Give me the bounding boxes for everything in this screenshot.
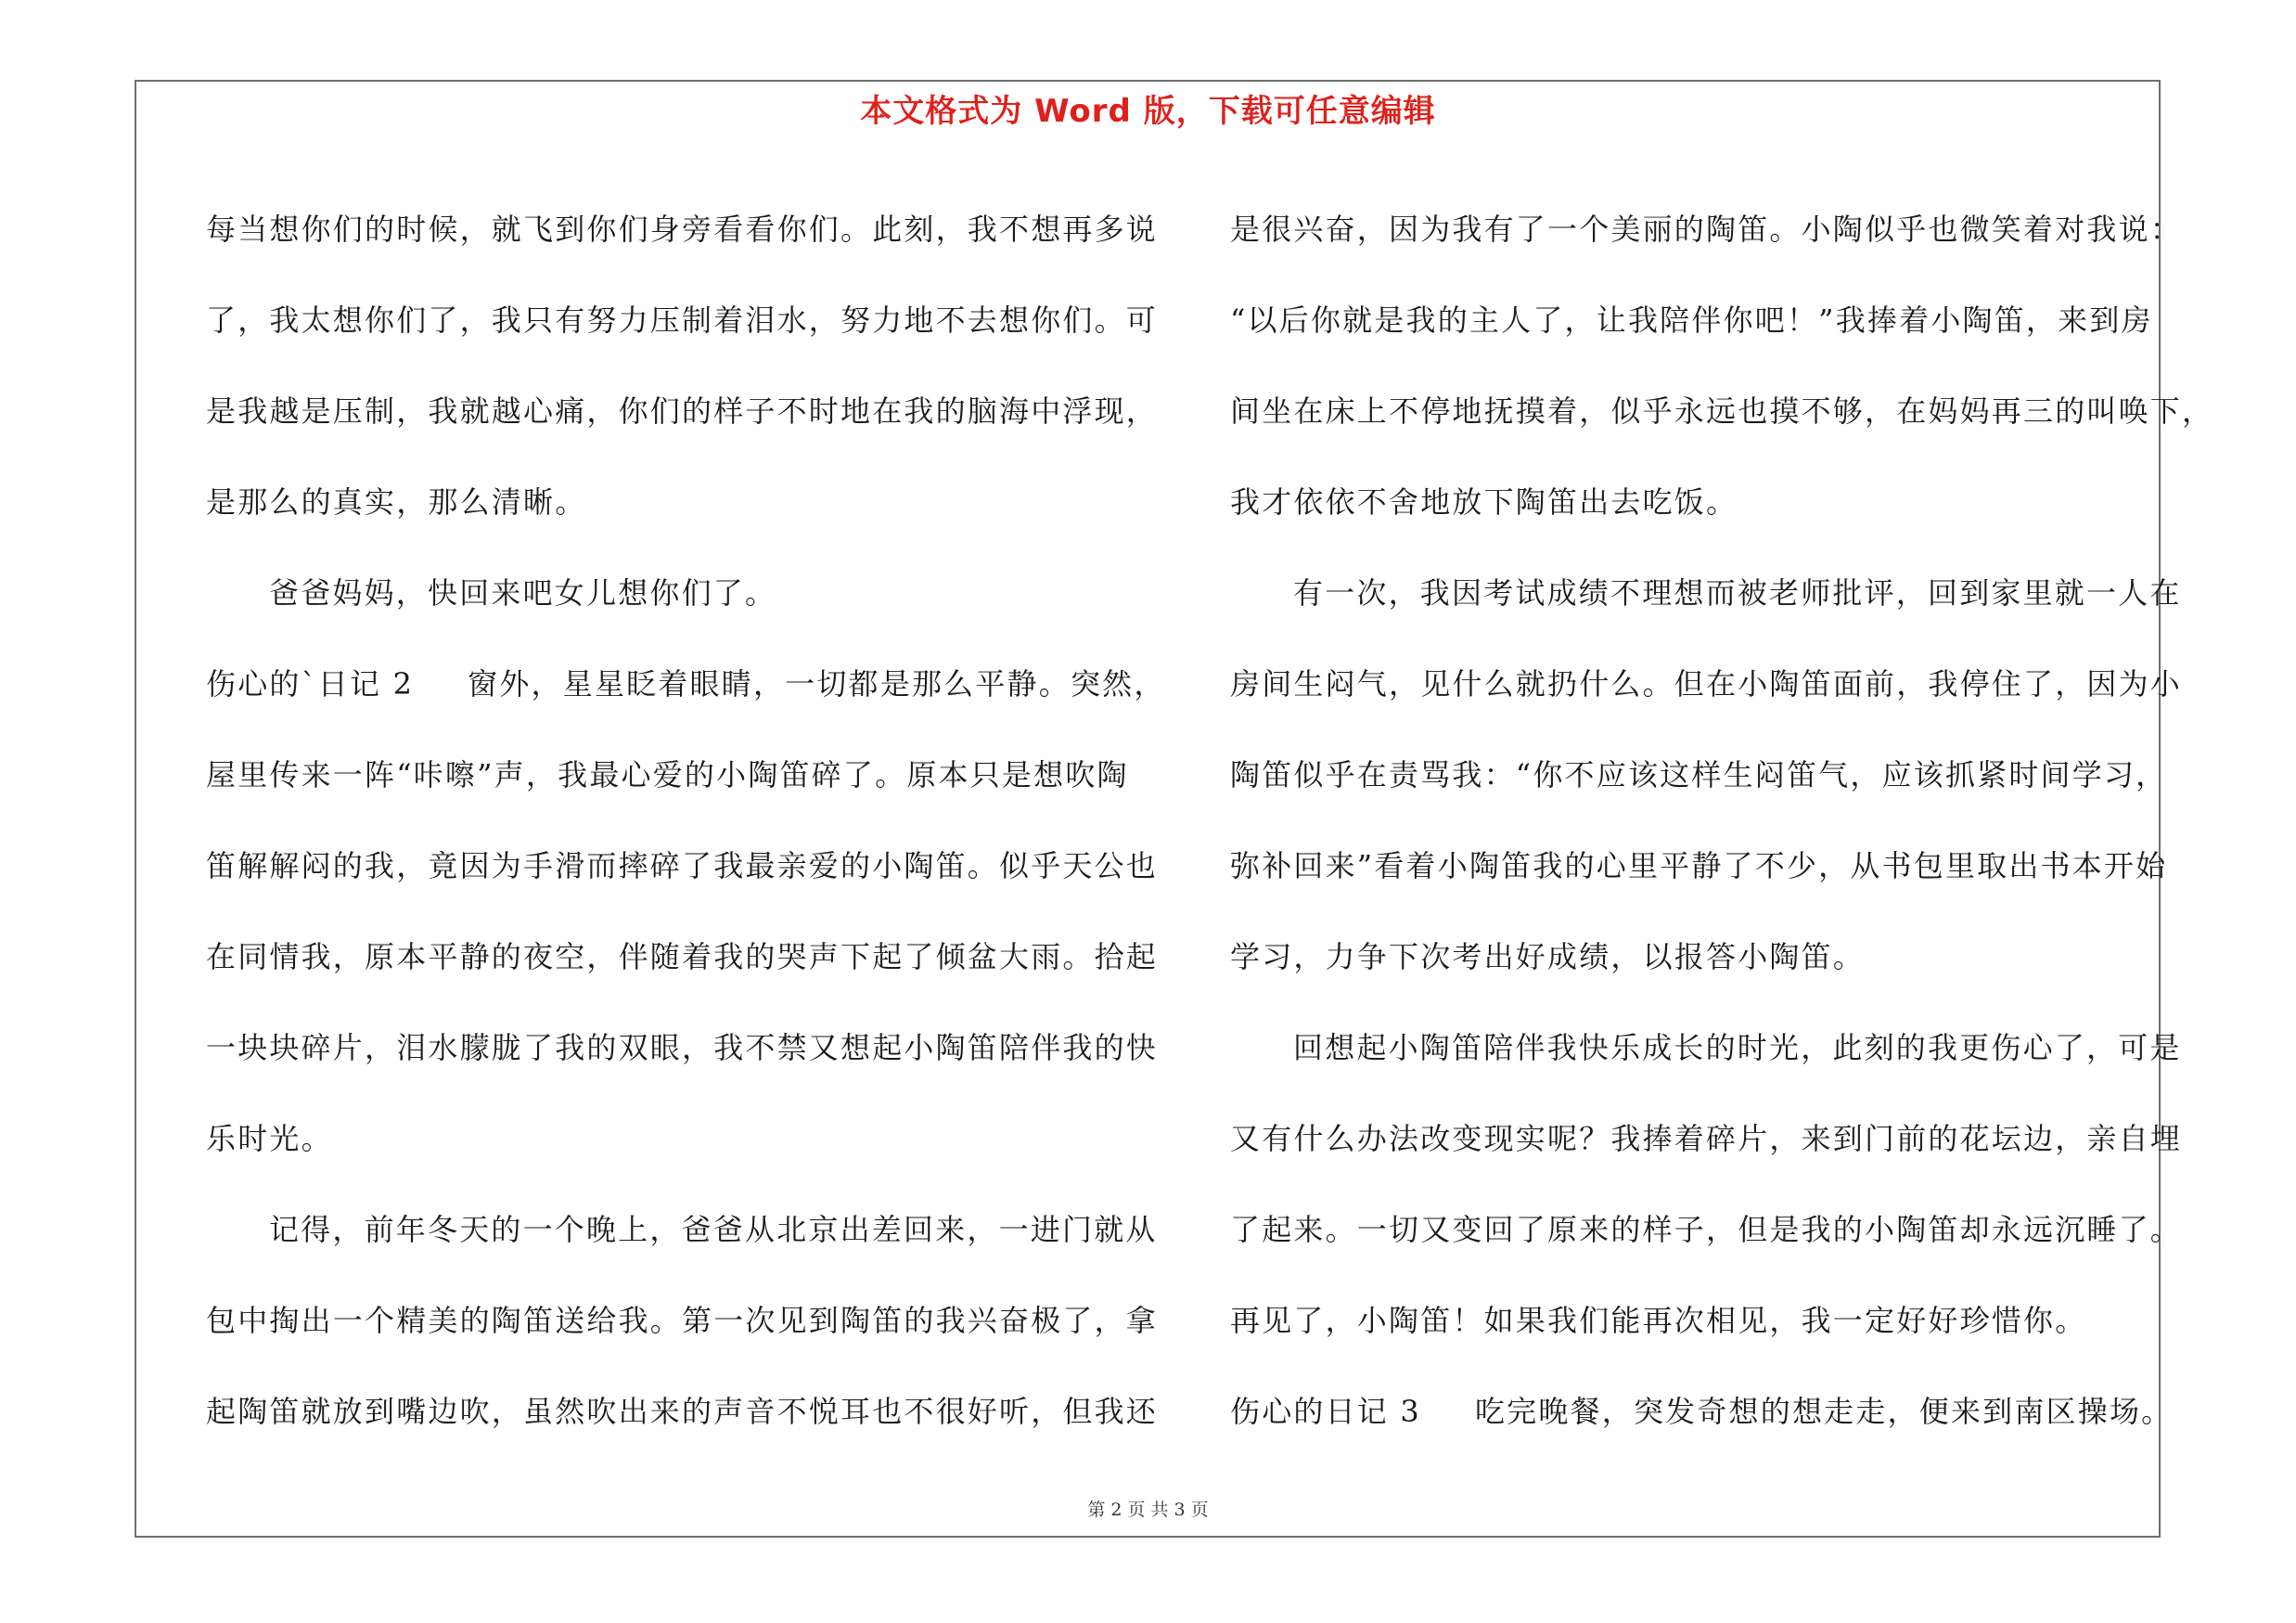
paragraph-line: 房间生闷气，见什么就扔什么。但在小陶笛面前，我停住了，因为小: [1230, 666, 2183, 702]
paragraph-line: 了起来。一切又变回了原来的样子，但是我的小陶笛却永远沉睡了。: [1230, 1212, 2183, 1247]
paragraph-line: 有一次，我因考试成绩不理想而被老师批评，回到家里就一人在: [1293, 575, 2182, 611]
diary-3-title: 伤心的日记 3: [1230, 1394, 1421, 1429]
paragraph-line: 间坐在床上不停地抚摸着，似乎永远也摸不够，在妈妈再三的叫唤下，: [1230, 393, 2214, 429]
paragraph-line: 笛解解闷的我，竟因为手滑而摔碎了我最亲爱的小陶笛。似乎天公也: [206, 848, 1159, 883]
paragraph-line: 乐时光。: [206, 1121, 333, 1156]
paragraph-line: 每当想你们的时候，就飞到你们身旁看看你们。此刻，我不想再多说: [206, 212, 1159, 247]
paragraph-line: 是那么的真实，那么清晰。: [206, 484, 587, 520]
paragraph-line: 记得，前年冬天的一个晚上，爸爸从北京出差回来，一进门就从: [269, 1212, 1158, 1247]
paragraph-line: “以后你就是我的主人了，让我陪伴你吧！”我捧着小陶笛，来到房: [1230, 303, 2153, 338]
right-text-column: [1230, 184, 2214, 1457]
paragraph-line: 起陶笛就放到嘴边吹，虽然吹出来的声音不悦耳也不很好听，但我还: [206, 1394, 1159, 1429]
paragraph-text: 窗外，星星眨着眼睛，一切都是那么平静。突然，: [468, 666, 1166, 702]
paragraph-line: 我才依依不舍地放下陶笛出去吃饭。: [1230, 484, 1738, 520]
paragraph-line: 再见了，小陶笛！如果我们能再次相见，我一定好好珍惜你。: [1230, 1303, 2087, 1338]
diary-2-heading-line: [206, 638, 1166, 729]
paragraph-line: 弥补回来”看着小陶笛我的心里平静了不少，从书包里取出书本开始: [1230, 848, 2168, 883]
page-number-footer: 第 2 页 共 3 页: [1087, 1500, 1209, 1520]
diary-2-title: 伤心的`日记 2: [206, 666, 415, 702]
paragraph-line: 屋里传来一阵“咔嚓”声，我最心爱的小陶笛碎了。原本只是想吹陶: [206, 757, 1129, 792]
paragraph-text: 吃完晚餐，突发奇想的想走走，便来到南区操场。: [1474, 1394, 2174, 1429]
paragraph-line: 是我越是压制，我就越心痛，你们的样子不时地在我的脑海中浮现，: [206, 393, 1159, 429]
paragraph-line: 包中掏出一个精美的陶笛送给我。第一次见到陶笛的我兴奋极了，拿: [206, 1303, 1159, 1338]
paragraph-line: 在同情我，原本平静的夜空，伴随着我的哭声下起了倾盆大雨。拾起: [206, 939, 1159, 974]
paragraph-line: 又有什么办法改变现实呢？我捧着碎片，来到门前的花坛边，亲自埋: [1230, 1121, 2183, 1156]
paragraph-line: 陶笛似乎在责骂我：“你不应该这样生闷笛气，应该抓紧时间学习，: [1230, 757, 2168, 792]
paragraph-line: 回想起小陶笛陪伴我快乐成长的时光，此刻的我更伤心了，可是: [1293, 1030, 2182, 1065]
paragraph-line: 学习，力争下次考出好成绩，以报答小陶笛。: [1230, 939, 1866, 974]
paragraph-line: 是很兴奋，因为我有了一个美丽的陶笛。小陶似乎也微笑着对我说：: [1230, 212, 2183, 247]
paragraph-line: 了，我太想你们了，我只有努力压制着泪水，努力地不去想你们。可: [206, 303, 1159, 338]
paragraph-line: 一块块碎片，泪水朦胧了我的双眼，我不禁又想起小陶笛陪伴我的快: [206, 1030, 1159, 1065]
diary-3-heading-line: [1230, 1366, 2174, 1457]
paragraph-line: 爸爸妈妈，快回来吧女儿想你们了。: [269, 575, 777, 611]
left-text-column: [206, 184, 1166, 1457]
word-format-notice: 本文格式为 Word 版，下载可任意编辑: [860, 93, 1436, 130]
